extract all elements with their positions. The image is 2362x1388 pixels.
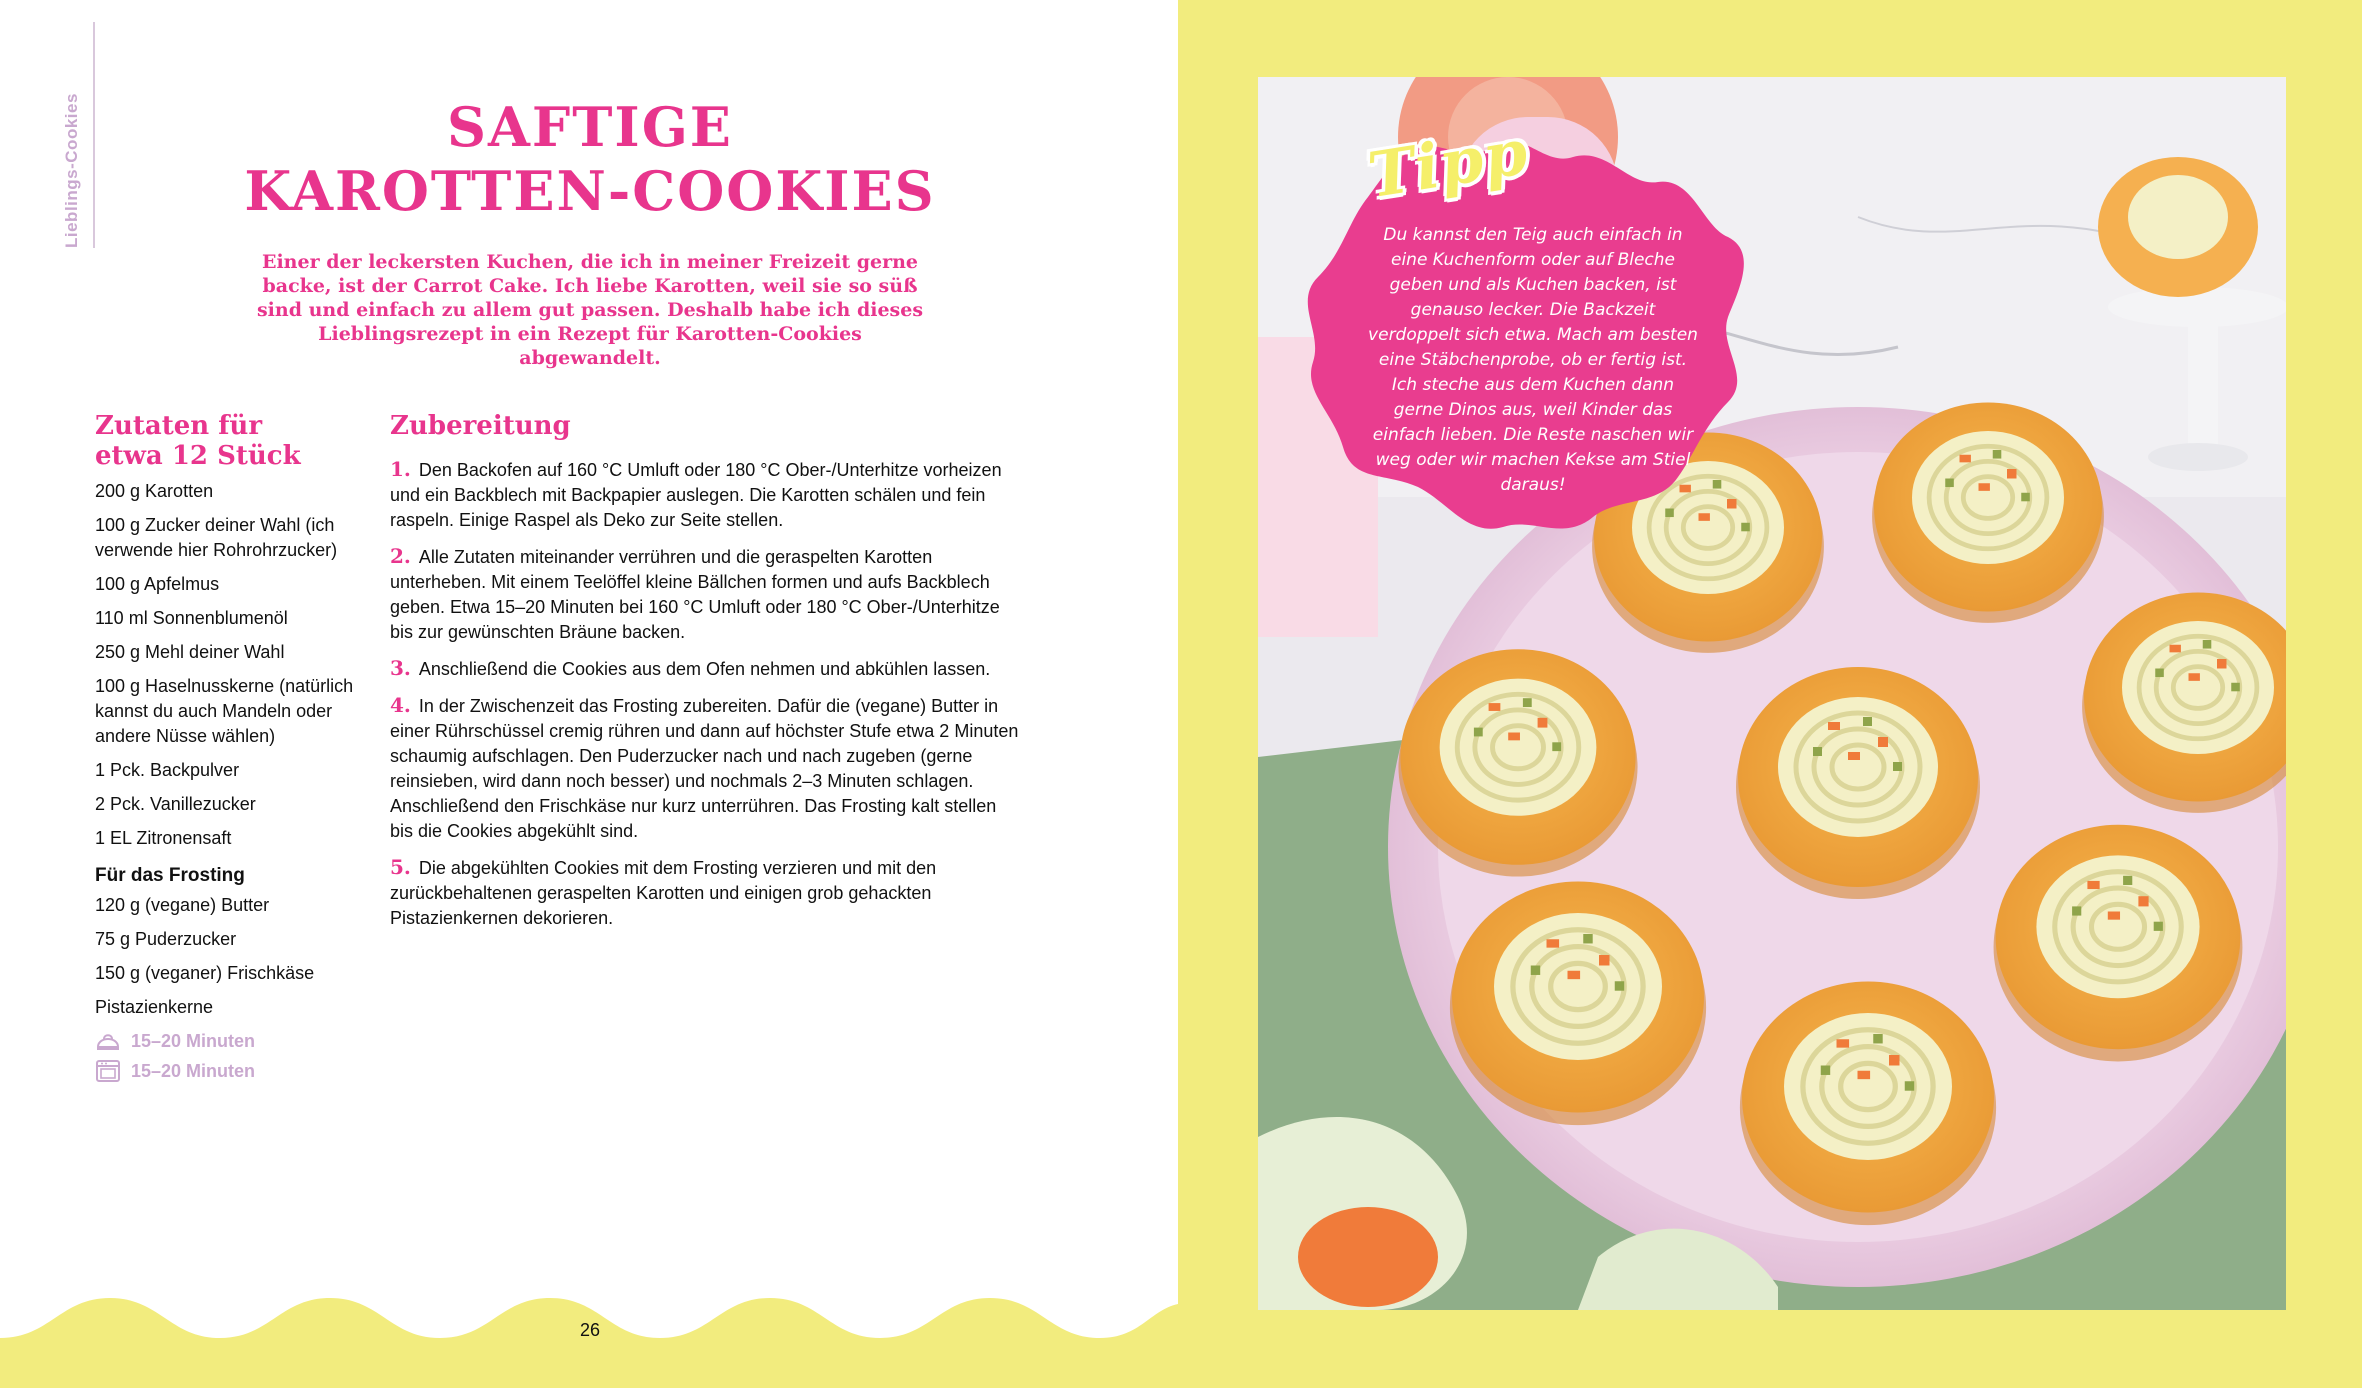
left-page	[0, 0, 1178, 1388]
recipe-title	[240, 95, 940, 223]
tip-text: Du kannst den Teig auch einfach in eine Kuchenform oder auf Bleche geben und als Kuchen backen, ist genauso lecker. Die Backzeit verdoppelt sich etwa. Mach am besten eine Stäbchenprobe, ob er fertig ist. Ich steche aus dem Kuchen dann gerne Dinos aus, weil Kinder das einfach lieben. Die Reste naschen wir weg oder wir machen Kekse am Stiel daraus!	[1368, 225, 1698, 495]
frosting-item: Pistazienkerne	[95, 997, 214, 1017]
ingredient-item: 100 g Apfelmus	[95, 574, 220, 594]
frosting-heading: Für das Frosting	[95, 865, 245, 886]
bake-time	[95, 1059, 355, 1083]
cookie-photo	[1258, 77, 2286, 1310]
dough-icon	[95, 1029, 121, 1053]
ingredient-item: 100 g Zucker deiner Wahl (ich verwende hier Rohrohrzucker)	[95, 515, 338, 560]
ingredient-list	[95, 479, 355, 851]
step-number: 1.	[390, 457, 411, 481]
preparation-heading: Zubereitung	[390, 411, 571, 441]
ingredients-heading-line-2: etwa 12 Stück	[95, 441, 301, 471]
ingredient-item: 2 Pck. Vanillezucker	[95, 794, 256, 814]
frosting-list	[95, 893, 355, 1020]
frosting-item: 75 g Puderzucker	[95, 929, 237, 949]
title-line-2: KAROTTEN-COOKIES	[244, 159, 936, 223]
step-item	[390, 457, 1020, 533]
ingredient-item: 1 EL Zitronensaft	[95, 828, 232, 848]
ingredient-item: 110 ml Sonnenblumenöl	[95, 608, 288, 628]
prep-time-label: 15–20 Minuten	[131, 1030, 256, 1051]
step-item	[390, 544, 1020, 645]
wave-border	[0, 1238, 1178, 1388]
ingredients-heading-line-1: Zutaten für	[95, 411, 263, 441]
side-divider	[93, 22, 95, 248]
ingredient-item: 100 g Haselnusskerne (natürlich kannst du auch Mandeln oder andere Nüsse wählen)	[95, 676, 354, 746]
oven-icon	[95, 1059, 121, 1083]
step-list	[390, 457, 1020, 931]
ingredient-item: 1 Pck. Backpulver	[95, 760, 240, 780]
chapter-label: Lieblings-Cookies	[62, 93, 81, 248]
step-number: 3.	[390, 656, 411, 680]
frosting-item: 120 g (vegane) Butter	[95, 895, 270, 915]
step-text: Die abgekühlten Cookies mit dem Frosting verzieren und mit den zurückbehaltenen geraspelten Karotten und einigen grob gehackten Pistazienkernen dekorieren.	[390, 858, 937, 928]
step-text: In der Zwischenzeit das Frosting zubereiten. Dafür die (vegane) Butter in einer Rührschüssel cremig rühren und dann auf höchster Stufe etwa 2 Minuten schaumig aufschlagen. Den Puderzucker nach und nach zugeben (gerne reinsieben, wird dann noch besser) und nochmals 2–3 Minuten schlagen. Anschließend den Frischkäse nur kurz unterrühren. Das Frosting kalt stellen bis die Cookies abgekühlt sind.	[390, 696, 1019, 841]
tip-label: Tipp	[1363, 114, 1534, 213]
prep-time	[95, 1029, 355, 1053]
ingredients-section	[95, 411, 355, 1083]
step-number: 4.	[390, 693, 411, 717]
preparation-section	[390, 411, 1020, 942]
step-item	[390, 855, 1020, 931]
bake-time-label: 15–20 Minuten	[131, 1060, 256, 1081]
step-text: Den Backofen auf 160 °C Umluft oder 180 °C Ober-/Unterhitze vorheizen und ein Backblech mit Backpapier auslegen. Die Karotten schälen und fein raspeln. Einige Raspel als Deko zur Seite stellen.	[390, 460, 1002, 530]
step-number: 5.	[390, 855, 411, 879]
step-number: 2.	[390, 544, 411, 568]
step-item	[390, 656, 1020, 682]
intro-text: Einer der leckersten Kuchen, die ich in meiner Freizeit gerne backe, ist der Carrot Cake. Ich liebe Karotten, weil sie so süß sind und einfach zu allem gut passen. Deshalb habe ich dieses Lieblingsrezept in ein Rezept für Karotten-Cookies abgewandelt.	[256, 251, 924, 369]
ingredient-item: 200 g Karotten	[95, 481, 214, 501]
step-item	[390, 693, 1020, 844]
title-line-1: SAFTIGE	[447, 95, 733, 159]
ingredient-item: 250 g Mehl deiner Wahl	[95, 642, 285, 662]
step-text: Anschließend die Cookies aus dem Ofen nehmen und abkühlen lassen.	[418, 659, 991, 679]
page-number: 26	[579, 1320, 601, 1340]
frosting-item: 150 g (veganer) Frischkäse	[95, 963, 315, 983]
step-text: Alle Zutaten miteinander verrühren und die geraspelten Karotten unterheben. Mit einem Teelöffel kleine Bällchen formen und aufs Backblech geben. Etwa 15–20 Minuten bei 160 °C Umluft oder 180 °C Ober-/Unterhitze bis zur gewünschten Bräune backen.	[390, 547, 1000, 642]
ingredients-heading	[95, 411, 355, 471]
